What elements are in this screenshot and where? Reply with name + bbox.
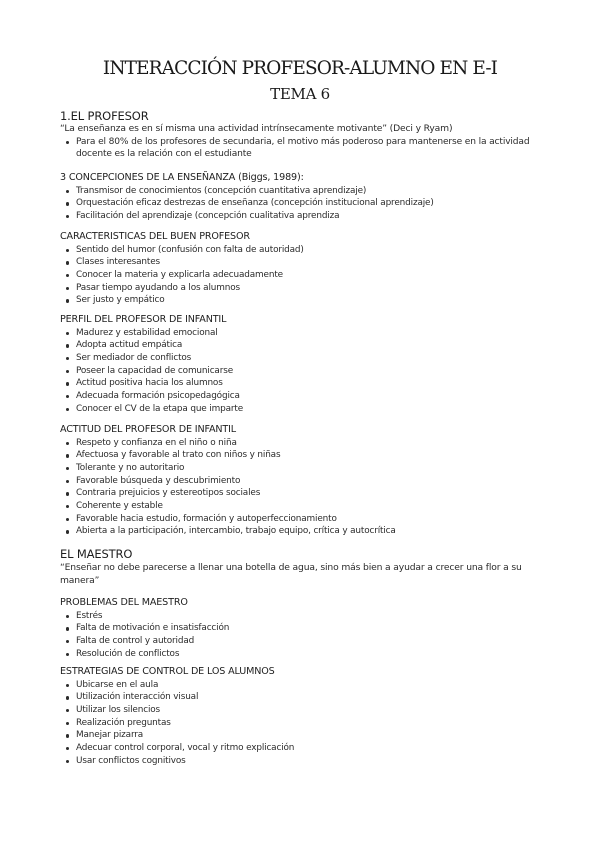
section-heading: PERFIL DEL PROFESOR DE INFANTIL	[60, 314, 227, 325]
list-item: Clases interesantes	[76, 256, 540, 269]
list-item: Tolerante y no autoritario	[76, 462, 540, 475]
list-item: Usar conflictos cognitivos	[76, 755, 540, 768]
section-estrategias	[60, 666, 540, 767]
list-item: Ser justo y empático	[76, 294, 540, 307]
section-caracteristicas	[60, 231, 540, 307]
section-concepciones	[60, 172, 540, 223]
list-item: Conocer la materia y explicarla adecuadamente	[76, 269, 540, 282]
section-profesor	[60, 109, 540, 161]
list-item: Respeto y confianza en el niño o niña	[76, 437, 540, 450]
section-heading: 1.EL PROFESOR	[60, 109, 149, 123]
list-item: Conocer el CV de la etapa que imparte	[76, 403, 540, 416]
bullet-list	[60, 185, 540, 223]
list-item: Actitud positiva hacia los alumnos	[76, 377, 540, 390]
list-item: Madurez y estabilidad emocional	[76, 327, 540, 340]
list-item: Coherente y estable	[76, 500, 540, 513]
section-heading: PROBLEMAS DEL MAESTRO	[60, 597, 188, 608]
list-item: Realización preguntas	[76, 717, 540, 730]
section-actitud	[60, 424, 540, 538]
quote: “Enseñar no debe parecerse a llenar una botella de agua, sino más bien a ayudar a crecer una flor a su manera”	[60, 562, 522, 587]
quote: “La enseñanza es en sí misma una actividad intrínsecamente motivante” (Deci y Ryam)	[60, 123, 453, 134]
list-item: Para el 80% de los profesores de secundaria, el motivo más poderoso para mantenerse en la actividad docente es la relación con el estudiante	[76, 136, 540, 162]
list-item: Pasar tiempo ayudando a los alumnos	[76, 282, 540, 295]
list-item: Utilizar los silencios	[76, 704, 540, 717]
list-item: Ser mediador de conflictos	[76, 352, 540, 365]
list-item: Orquestación eficaz destrezas de enseñanza (concepción institucional aprendizaje)	[76, 197, 540, 210]
list-item: Favorable búsqueda y descubrimiento	[76, 475, 540, 488]
bullet-list	[60, 244, 540, 308]
document-title: INTERACCIÓN PROFESOR-ALUMNO EN E-I	[102, 58, 498, 79]
bullet-list	[60, 610, 540, 661]
section-heading: ACTITUD DEL PROFESOR DE INFANTIL	[60, 424, 237, 435]
list-item: Resolución de conflictos	[76, 648, 540, 661]
list-item: Adecuada formación psicopedagógica	[76, 390, 540, 403]
list-item: Afectuosa y favorable al trato con niños y niñas	[76, 449, 540, 462]
bullet-list	[60, 437, 540, 539]
list-item: Abierta a la participación, intercambio, trabajo equipo, crítica y autocrítica	[76, 525, 540, 538]
section-problemas	[60, 597, 540, 660]
list-item: Sentido del humor (confusión con falta de autoridad)	[76, 244, 540, 257]
document-subtitle: TEMA 6	[270, 85, 330, 103]
list-item: Ubicarse en el aula	[76, 679, 540, 692]
list-item: Transmisor de conocimientos (concepción cuantitativa aprendizaje)	[76, 185, 540, 198]
section-maestro	[60, 547, 540, 587]
bullet-list	[60, 136, 540, 162]
section-perfil	[60, 314, 540, 415]
section-heading: ESTRATEGIAS DE CONTROL DE LOS ALUMNOS	[60, 666, 275, 677]
section-heading: 3 CONCEPCIONES DE LA ENSEÑANZA (Biggs, 1989):	[60, 172, 304, 183]
list-item: Adecuar control corporal, vocal y ritmo explicación	[76, 742, 540, 755]
list-item: Manejar pizarra	[76, 729, 540, 742]
list-item: Falta de control y autoridad	[76, 635, 540, 648]
bullet-list	[60, 327, 540, 416]
section-heading: EL MAESTRO	[60, 547, 133, 561]
list-item: Favorable hacia estudio, formación y autoperfeccionamiento	[76, 513, 540, 526]
list-item: Utilización interacción visual	[76, 691, 540, 704]
section-heading: CARACTERISTICAS DEL BUEN PROFESOR	[60, 231, 250, 242]
list-item: Falta de motivación e insatisfacción	[76, 622, 540, 635]
list-item: Facilitación del aprendizaje (concepción cualitativa aprendiza	[76, 210, 540, 223]
list-item: Contraria prejuicios y estereotipos sociales	[76, 487, 540, 500]
list-item: Adopta actitud empática	[76, 339, 540, 352]
list-item: Estrés	[76, 610, 540, 623]
bullet-list	[60, 679, 540, 768]
list-item: Poseer la capacidad de comunicarse	[76, 365, 540, 378]
